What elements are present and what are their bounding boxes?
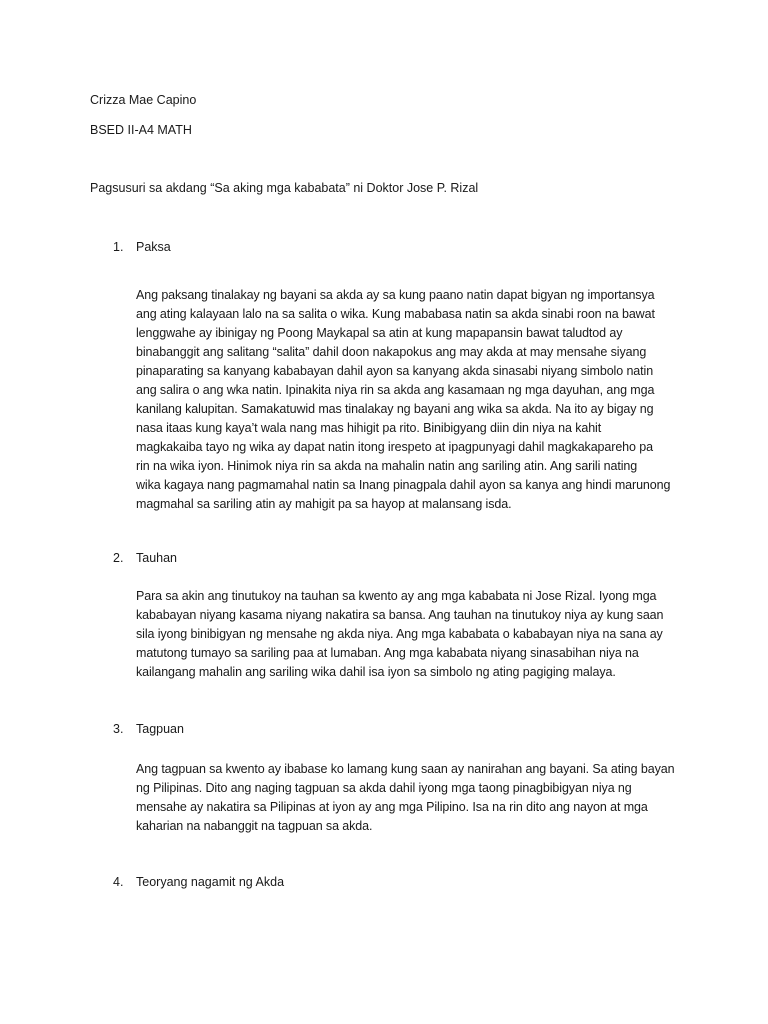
paragraph-line: kailangang mahalin ang sariling wika dahil isa iyon sa simbolo ng ating pagiging malaya. [136,665,616,679]
paragraph-line: kababayan niyang kasama niyang nakatira sa bansa. Ang tauhan na tinutukoy niya ay kung saan [136,608,664,622]
paragraph-tauhan [136,587,696,682]
section-number: 3. [113,722,124,736]
author-name: Crizza Mae Capino [90,93,197,107]
paragraph-line: nasa itaas kung kaya’t wala nang mas hihigit pa rito. Binibigyang diin din niya na kahit [136,421,602,435]
paragraph-line: ng Pilipinas. Dito ang naging tagpuan sa akda dahil iyong mga taong pinagbibigyan niya ng [136,781,632,795]
paragraph-line: lenggwahe ay ibinigay ng Poong Maykapal sa atin at kung mapapansin bawat taludtod ay [136,326,623,340]
paragraph-line: magmahal sa sariling atin ay mahigit pa sa hayop at malansang isda. [136,497,512,511]
paragraph-line: binabanggit ang salitang “salita” dahil doon nakapokus ang may akda at may mensahe siyang [136,345,647,359]
paragraph-line: Para sa akin ang tinutukoy na tauhan sa kwento ay ang mga kababata ni Jose Rizal. Iyong mga [136,589,657,603]
paragraph-line: matutong tumayo sa sariling paa at lumaban. Ang mga kababata niyang sinasabihan niya na [136,646,639,660]
course-section: BSED II-A4 MATH [90,123,192,137]
paragraph-line: wika kagaya nang pagmamahal natin sa Inang pinagpala dahil ayon sa kanya ang hindi marunong [136,478,671,492]
paragraph-line: kaharian na nabanggit na tagpuan sa akda. [136,819,373,833]
paragraph-line: mensahe ay nakatira sa Pilipinas at iyon ay ang mga Pilipino. Isa na rin dito ang nayon at mga [136,800,648,814]
section-number: 4. [113,875,124,889]
paragraph-line: Ang paksang tinalakay ng bayani sa akda ay sa kung paano natin dapat bigyan ng importansya [136,288,655,302]
paragraph-line: magkakaiba tayo ng wika ay dapat natin itong irespeto at ipagpunyagi dahil magkakapareho pa [136,440,653,454]
document-title: Pagsusuri sa akdang “Sa aking mga kababata” ni Doktor Jose P. Rizal [90,181,479,195]
paragraph-line: sila iyong binibigyan ng mensahe ng akda niya. Ang mga kababata o kababayan niya na sana ay [136,627,663,641]
paragraph-line: ang ating kalayaan lalo na sa salita o wika. Kung mababasa natin sa akda sinabi roon na bawat [136,307,655,321]
section-number: 1. [113,240,124,254]
paragraph-line: kanilang kalupitan. Samakatuwid mas tinalakay ng bayani ang wika sa akda. Na ito ay bigay ng [136,402,654,416]
section-heading-teorya: Teoryang nagamit ng Akda [136,875,285,889]
paragraph-line: ang salira o ang wka natin. Ipinakita niya rin sa akda ang kasamaan ng mga dayuhan, ang mga [136,383,655,397]
paragraph-paksa [136,286,696,514]
paragraph-line: rin na wika iyon. Hinimok niya rin sa akda na mahalin natin ang sariling atin. Ang sarili nating [136,459,638,473]
paragraph-line: pinaparating sa kanyang kababayan dahil ayon sa kanyang akda sinasabi niyang simbolo natin [136,364,654,378]
section-heading-tauhan: Tauhan [136,551,178,565]
section-heading-tagpuan: Tagpuan [136,722,184,736]
paragraph-tagpuan [136,760,696,836]
paragraph-line: Ang tagpuan sa kwento ay ibabase ko lamang kung saan ay nanirahan ang bayani. Sa ating bayan [136,762,675,776]
section-number: 2. [113,551,124,565]
section-heading-paksa: Paksa [136,240,171,254]
